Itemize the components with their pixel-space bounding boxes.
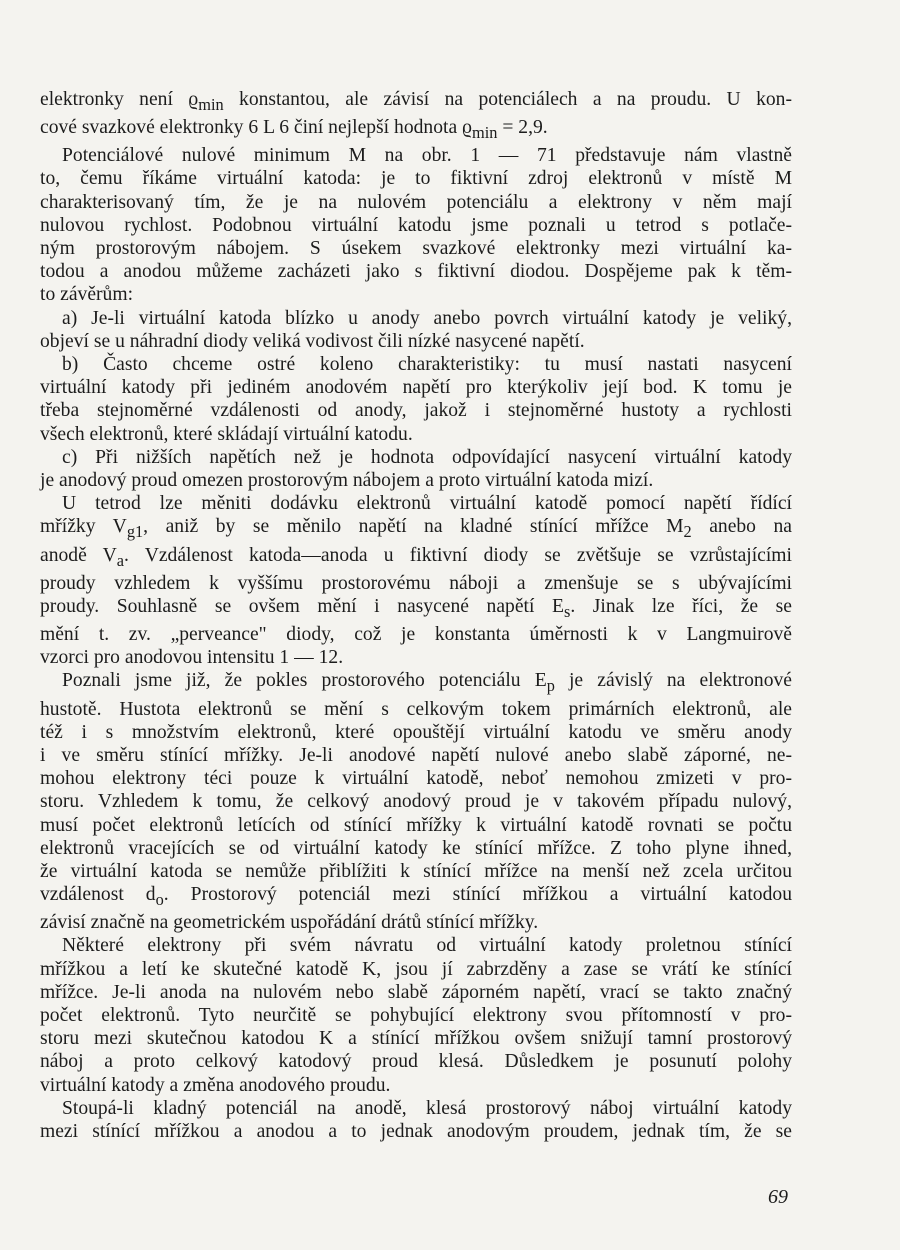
text-line: vzdálenost $d_o$. Prostorový potenciál mezi stínící mřížkou a virtuální katodou — [40, 884, 792, 910]
body-text — [40, 88, 792, 1143]
text-line: cové svazkové elektronky 6 L 6 činí nejlepší hodnota $ϱ_{min} = 2,9$. — [40, 117, 548, 143]
text-line: musí počet elektronů letících od stínící mřížky k virtuální katodě rovnati se počtu — [40, 814, 792, 836]
text-line: závisí značně na geometrickém uspořádání drátů stínící mřížky. — [40, 912, 539, 934]
text-line: nulovou rychlost. Podobnou virtuální katodu jsme poznali u tetrod s potlače- — [40, 214, 792, 236]
text-line: c) Při nižších napětích než je hodnota odpovídající nasycení virtuální katody — [62, 446, 792, 468]
text-line: mřížkou a letí ke skutečné katodě K, jsou jí zabrzděny a zase se vrátí ke stínící — [40, 958, 792, 980]
text-line: anodě $V_a$. Vzdálenost katoda—anoda u fiktivní diody se zvětšuje se vzrůstajícími — [40, 544, 792, 570]
text-line: hustotě. Hustota elektronů se mění s celkovým tokem primárních elektronů, ale — [40, 698, 792, 720]
text-line: náboj a proto celkový katodový proud klesá. Důsledkem je posunutí polohy — [40, 1051, 792, 1073]
text-line: třeba stejnoměrné vzdálenosti od anody, jakož i stejnoměrné hustoty a rychlosti — [40, 400, 792, 422]
text-line: virtuální katody a změna anodového proudu. — [40, 1074, 391, 1096]
text-line: vzorci pro anodovou intensitu 1 — 12. — [40, 647, 344, 669]
text-line: Některé elektrony při svém návratu od virtuální katody proletnou stínící — [62, 935, 792, 957]
text-line: virtuální katody při jediném anodovém napětí pro kterýkoliv její bod. K tomu je — [40, 377, 792, 399]
text-line: Potenciálové nulové minimum M na obr. 1 — 71 představuje nám vlastně — [62, 145, 792, 167]
text-line: všech elektronů, které skládají virtuální katodu. — [40, 423, 413, 445]
text-line: mřížky $V_{g1}$, aniž by se měnilo napětí na kladné stínící mřížce $M_2$ anebo na — [40, 516, 793, 542]
text-line: Poznali jsme již, že pokles prostorového potenciálu $E_p$ je závislý na elektronové — [62, 670, 792, 696]
text-line: storu. Vzhledem k tomu, že celkový anodový proud je v takovém případu nulový, — [40, 791, 792, 813]
text-line: U tetrod lze měniti dodávku elektronů virtuální katodě pomocí napětí řídící — [62, 493, 792, 515]
text-line: též i s množstvím elektronů, které opouštějí virtuální katodu ve směru anody — [40, 721, 792, 743]
text-line: proudy. Souhlasně se ovšem mění i nasycené napětí $E_s$. Jinak lze říci, že se — [40, 595, 793, 621]
text-line: je anodový proud omezen prostorovým nábojem a proto virtuální katoda mizí. — [40, 470, 654, 492]
text-line: objeví se u náhradní diody veliká vodivost čili nízké nasycené napětí. — [40, 330, 585, 352]
text-line: mění t. zv. „perveance" diody, což je konstanta úměrnosti k v Langmuirově — [40, 624, 792, 645]
page-number: 69 — [768, 1186, 788, 1208]
text-line: mezi stínící mřížkou a anodou a to jednak anodovým proudem, jednak tím, že se — [40, 1121, 792, 1143]
text-line: elektronů vracejících se od virtuální katody ke stínící mřížce. Z toho plyne ihned, — [40, 837, 792, 859]
text-line: mohou elektrony téci pouze k virtuální katodě, neboť nemohou zmizeti v pro- — [40, 768, 792, 790]
text-line: to závěrům: — [40, 284, 134, 306]
text-line: proudy vzhledem k vyššímu prostorovému náboji a zmenšuje se s ubývajícími — [40, 572, 792, 594]
text-line: ným prostorovým nábojem. S úsekem svazkové elektronky mezi virtuální ka- — [40, 238, 792, 260]
text-line: to, čemu říkáme virtuální katoda: je to fiktivní zdroj elektronů v místě M — [40, 168, 792, 190]
text-line: počet elektronů. Tyto neurčitě se pohybující elektrony svou přítomností v pro- — [40, 1005, 792, 1027]
text-line: Stoupá-li kladný potenciál na anodě, klesá prostorový náboj virtuální katody — [62, 1097, 792, 1119]
text-line: elektronky není $ϱ_{min}$ konstantou, ale závisí na potenciálech a na proudu. U kon- — [40, 89, 792, 114]
text-line: i ve směru stínící mřížky. Je-li anodové napětí nulové anebo slabě záporné, ne- — [40, 744, 792, 766]
text-line: todou a anodou můžeme zacházeti jako s fiktivní diodou. Dospějeme pak k těm- — [40, 261, 792, 283]
text-line: storu mezi skutečnou katodou K a stínící mřížkou ovšem snižují tamní prostorový — [40, 1028, 792, 1050]
text-line: charakterisovaný tím, že je na nulovém potenciálu a elektrony v něm mají — [40, 191, 792, 213]
text-line: a) Je-li virtuální katoda blízko u anody anebo povrch virtuální katody je veliký, — [62, 307, 792, 329]
text-line: b) Často chceme ostré koleno charakteristiky: tu musí nastati nasycení — [62, 354, 792, 376]
text-line: mřížce. Je-li anoda na nulovém nebo slabě záporném napětí, vrací se takto značný — [40, 981, 792, 1003]
text-line: že virtuální katoda se nemůže přiblížiti k stínící mřížce na menší než zcela určitou — [40, 860, 792, 882]
